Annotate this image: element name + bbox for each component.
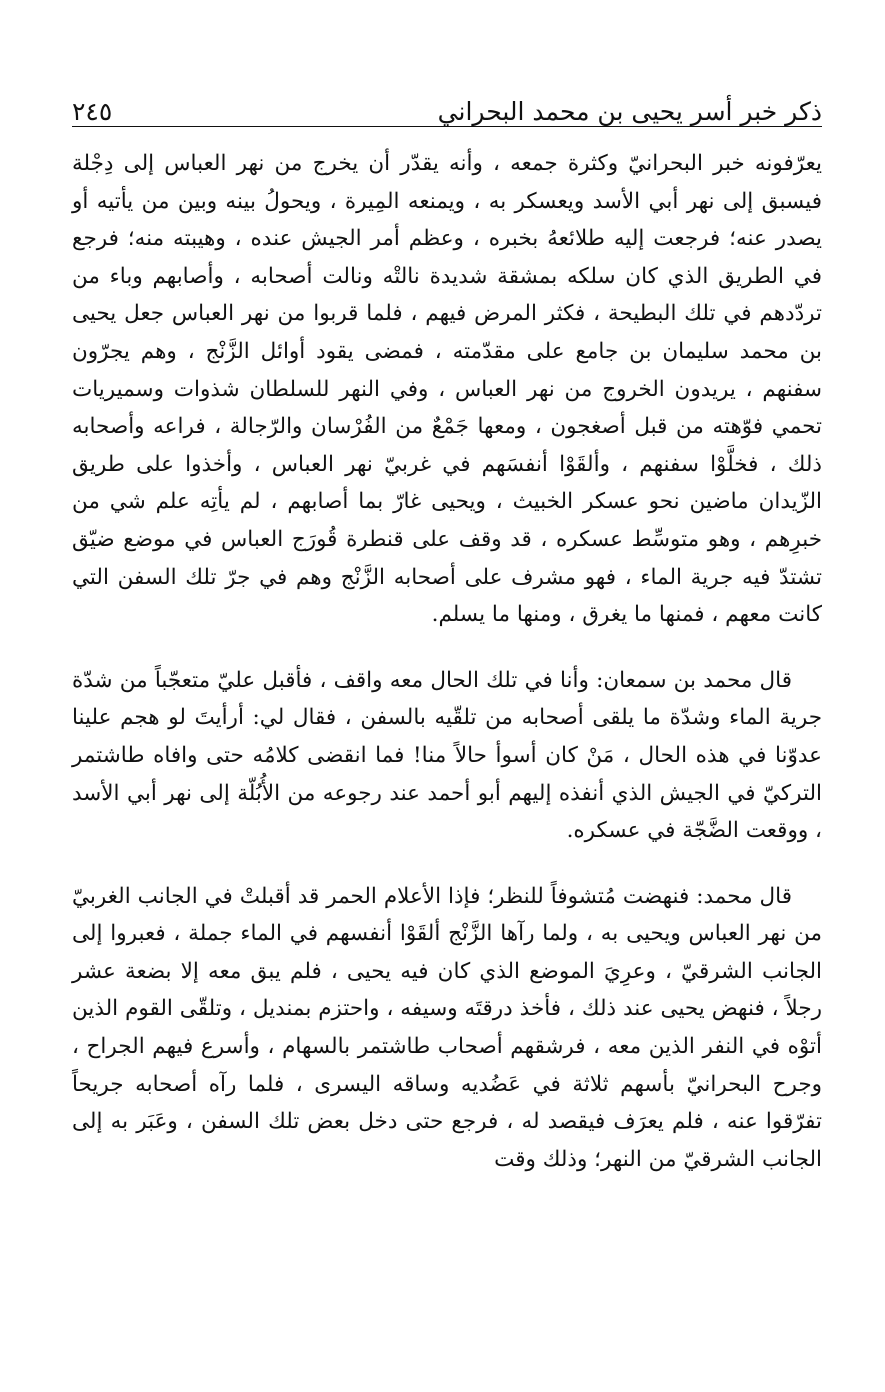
paragraph-3: قال محمد: فنهضت مُتشوفاً للنظر؛ فإذا الأعلام الحمر قد أقبلتْ في الجانب الغربيّ من نهر العباس ويحيى به ، ولما رآها الزَّنْج ألقَوْا أنفسهم في الماء جملة ، فعبروا إلى الجانب الشرقيّ ، وعرِيَ الموضع الذي كان فيه يحيى ، فلم يبق معه إلا بضعة عشر رجلاً ، فنهض يحيى عند ذلك ، فأخذ درقتَه وسيفه ، واحتزم بمنديل ، وتلقّى القوم الذين أتوْه في النفر الذين معه ، فرشقهم أصحاب طاشتمر بالسهام ، وأسرع فيهم الجراح ، وجرح البحرانيّ بأسهم ثلاثة في عَضُديه وساقه اليسرى ، فلما رآه أصحابه جريحاً تفرّقوا عنه ، فلم يعرَف فيقصد له ، فرجع حتى دخل بعض تلك السفن ، وعَبَر به إلى الجانب الشرقيّ من النهر؛ وذلك وقت	[72, 883, 822, 1172]
page-number: ٢٤٥	[72, 97, 113, 126]
paragraph-2: قال محمد بن سمعان: وأنا في تلك الحال معه واقف ، فأقبل عليّ متعجّباً من شدّة جرية الماء وشدّة ما يلقى أصحابه من تلقّيه بالسفن ، فقال لي: أرأيتَ لو هجم علينا عدوّنا في هذه الحال ، مَنْ كان أسوأ حالاً منا! فما انقضى كلامُه حتى وافاه طاشتمر التركيّ في الجيش الذي أنفذه إليهم أبو أحمد عند رجوعه من الأُبُلّة إلى نهر أبي الأسد ، ووقعت الضَّجّة في عسكره.	[72, 667, 822, 844]
page-content	[72, 82, 822, 1178]
body-text	[72, 145, 822, 1178]
running-head-title: ذكر خبر أسر يحيى بن محمد البحراني	[437, 97, 822, 126]
running-head	[72, 82, 822, 127]
paragraph-1: يعرّفونه خبر البحرانيّ وكثرة جمعه ، وأنه يقدّر أن يخرج من نهر العباس إلى دِجْلة فيسبق إلى نهر أبي الأسد ويعسكر به ، ويمنعه المِيرة ، ويحولُ بينه وبين من يأتيه أو يصدر عنه؛ فرجعت إليه طلائعهُ بخبره ، وعظم أمر الجيش عنده ، وهيبته منه؛ فرجع في الطريق الذي كان سلكه بمشقة شديدة نالتْه ونالت أصحابه ، وأصابهم وباء من تردّدهم في تلك البطيحة ، فكثر المرض فيهم ، فلما قربوا من نهر العباس جعل يحيى بن محمد سليمان بن جامع على مقدّمته ، فمضى يقود أوائل الزَّنْج ، وهم يجرّون سفنهم ، يريدون الخروج من نهر العباس ، وفي النهر للسلطان شذوات وسميريات تحمي فوّهته من قبل أصغجون ، ومعها جَمْعٌ من الفُرْسان والرّجالة ، فراعه وأصحابه ذلك ، فخلَّوْا سفنهم ، وألقَوْا أنفسَهم في غربيّ نهر العباس ، وأخذوا على طريق الزّيدان ماضين نحو عسكر الخبيث ، ويحيى غارّ بما أصابهم ، لم يأتِه علم شي من خبرِهم ، وهو متوسِّط عسكره ، قد وقف على قنطرة قُورَج العباس في موضع ضيّق تشتدّ فيه جرية الماء ، فهو مشرف على أصحابه الزَّنْج وهم في جرّ تلك السفن التي كانت معهم ، فمنها ما يغرق ، ومنها ما يسلم.	[72, 151, 822, 628]
